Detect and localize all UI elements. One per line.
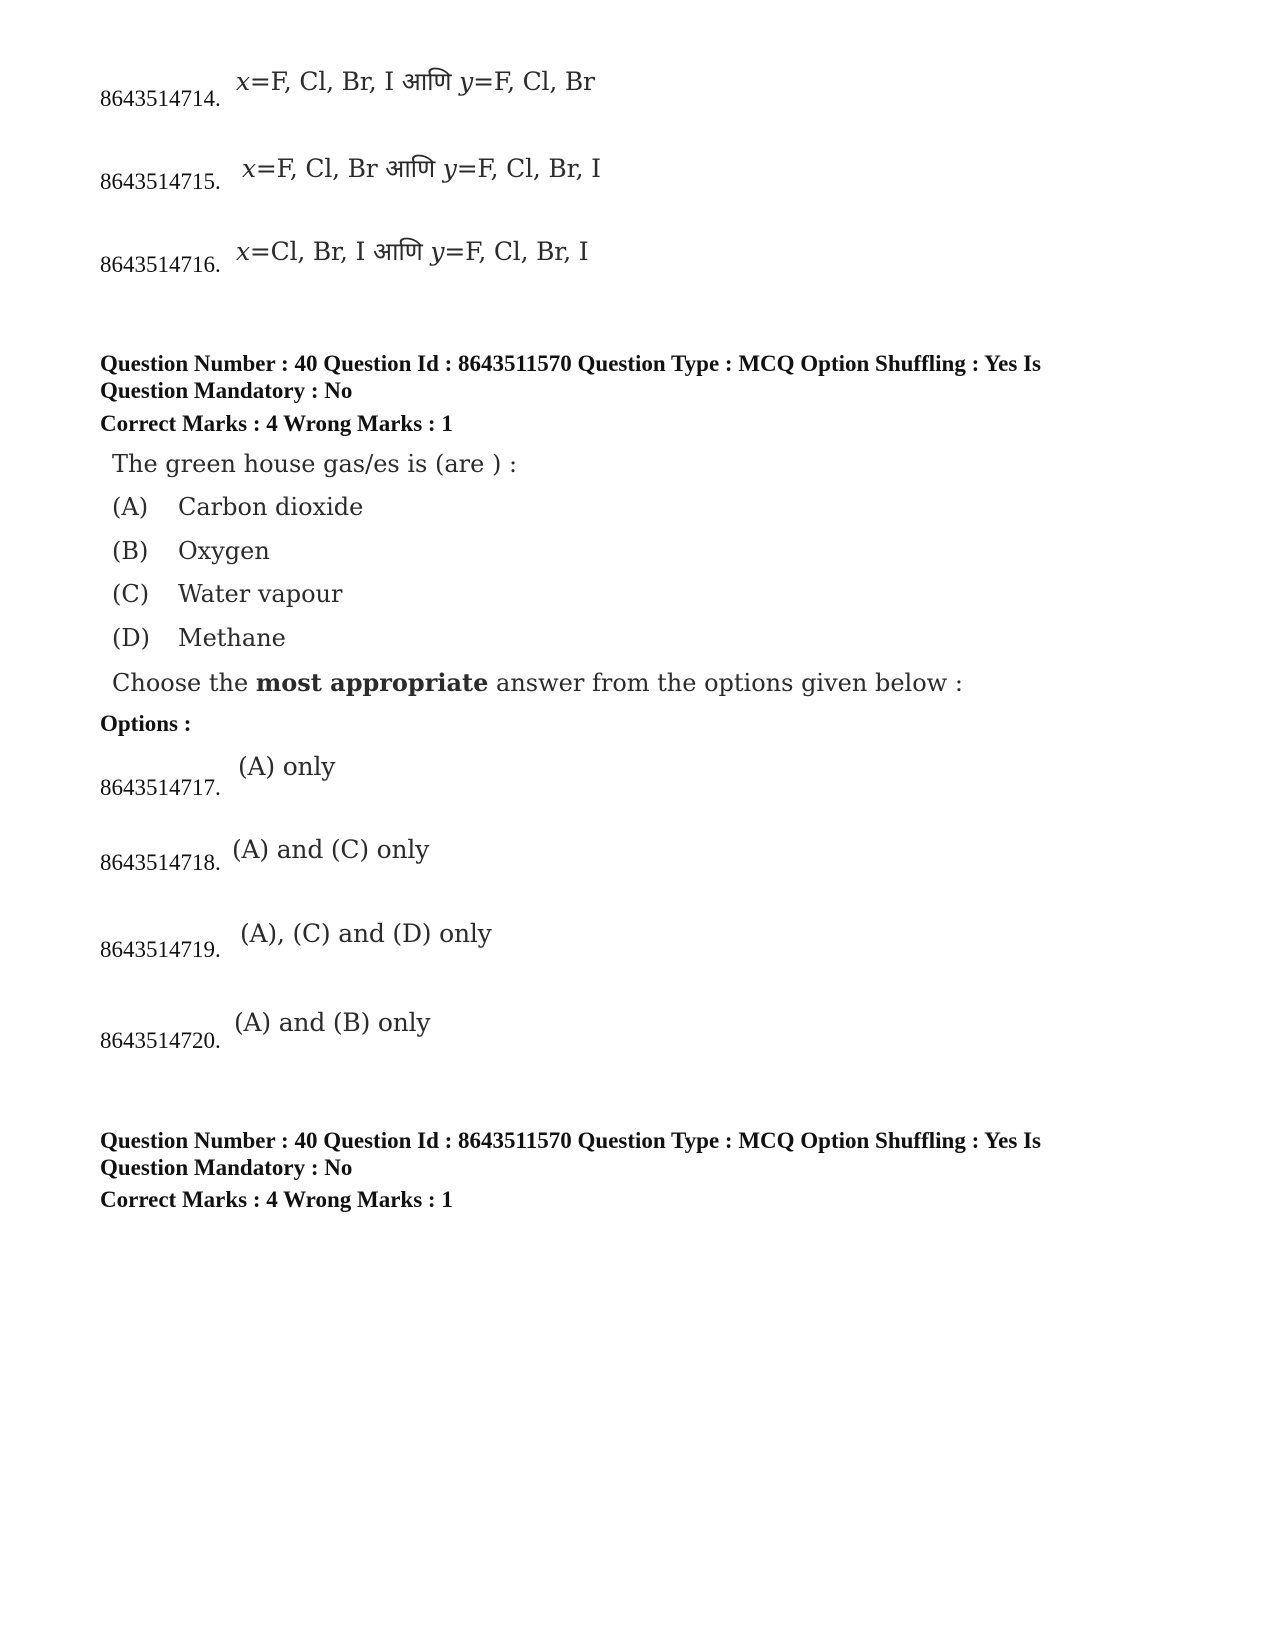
statement-letter: (A) (112, 493, 149, 521)
y-variable: y (430, 237, 445, 266)
question-stem: The green house gas/es is (are ) : (112, 450, 518, 478)
conjunction: आणि (401, 67, 452, 96)
conjunction: आणि (372, 237, 423, 266)
x-values: =F, Cl, Br, I (249, 67, 394, 96)
statement-letter: (C) (112, 580, 150, 608)
y-values: =F, Cl, Br, I (456, 154, 601, 183)
option-id: 8643514714. (100, 86, 221, 111)
y-values: =F, Cl, Br, I (444, 237, 589, 266)
option-text: (A) only (238, 752, 336, 781)
y-variable: y (442, 154, 457, 183)
option-content (236, 64, 595, 98)
x-values: =F, Cl, Br (255, 154, 378, 183)
option-text: (A) and (C) only (232, 835, 430, 864)
y-variable: y (459, 67, 474, 96)
next-question-header-line2: Question Mandatory : No (100, 1155, 353, 1180)
statement-letter: (B) (112, 537, 149, 565)
statement-text: Methane (178, 624, 286, 652)
x-variable: x (236, 67, 250, 96)
statement-text: Water vapour (178, 580, 343, 608)
instruction-pre: Choose the (112, 669, 249, 697)
statement-a (112, 493, 363, 521)
option-text: (A), (C) and (D) only (240, 919, 492, 948)
option-id: 8643514720. (100, 1028, 221, 1053)
option-content (242, 151, 601, 185)
statement-text: Oxygen (178, 537, 270, 565)
option-content (236, 234, 588, 268)
option-id: 8643514717. (100, 775, 221, 800)
x-variable: x (242, 154, 256, 183)
next-question-marks: Correct Marks : 4 Wrong Marks : 1 (100, 1187, 453, 1212)
option-id: 8643514718. (100, 850, 221, 875)
statement-b (112, 537, 270, 565)
statement-text: Carbon dioxide (178, 493, 364, 521)
statement-d (112, 624, 286, 652)
question-header-line2: Question Mandatory : No (100, 378, 353, 403)
question-header-line1: Question Number : 40 Question Id : 8643511570 Question Type : MCQ Option Shuffling : Yes Is (100, 351, 1041, 376)
instruction-post: answer from the options given below : (496, 669, 963, 697)
option-text: (A) and (B) only (234, 1008, 431, 1037)
x-variable: x (236, 237, 250, 266)
option-id: 8643514716. (100, 252, 221, 277)
y-values: =F, Cl, Br (473, 67, 595, 96)
conjunction: आणि (385, 154, 435, 183)
next-question-header-line1: Question Number : 40 Question Id : 8643511570 Question Type : MCQ Option Shuffling : Yes Is (100, 1128, 1041, 1153)
instruction-bold: most appropriate (255, 668, 489, 697)
option-id: 8643514715. (100, 169, 221, 194)
x-values: =Cl, Br, I (249, 237, 366, 266)
question-marks: Correct Marks : 4 Wrong Marks : 1 (100, 411, 453, 436)
options-label: Options : (100, 711, 192, 736)
question-instruction (112, 668, 963, 697)
statement-letter: (D) (112, 624, 150, 652)
statement-c (112, 580, 342, 608)
option-id: 8643514719. (100, 937, 221, 962)
